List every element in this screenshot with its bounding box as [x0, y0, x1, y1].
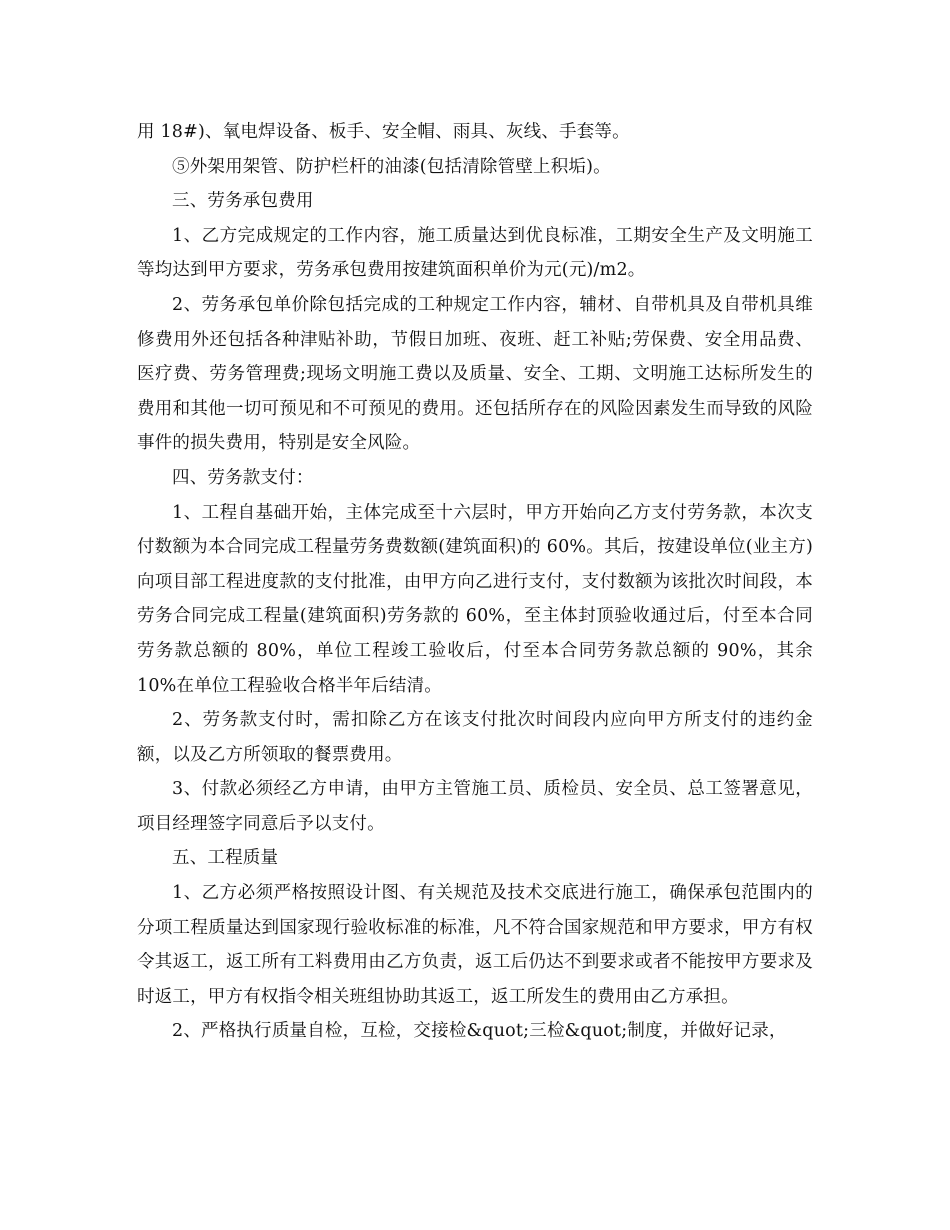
paragraph-payment-3: 3、付款必须经乙方申请，由甲方主管施工员、质检员、安全员、总工签署意见，项目经理签字同意后予以支付。: [137, 779, 813, 834]
paragraph-quality-2: 2、严格执行质量自检，互检，交接检&quot;三检&quot;制度，并做好记录，: [172, 1021, 787, 1042]
paragraph-quality-1: 1、乙方必须严格按照设计图、有关规范及技术交底进行施工，确保承包范围内的分项工程质量达到国家现行验收标准的标准，凡不符合国家规范和甲方要求，甲方有权令其返工，返工所有工料费用由乙方负责，返工后仍达不到要求或者不能按甲方要求及时返工，甲方有权指令相关班组协助其返工，返工所发生的费用由乙方承担。: [137, 883, 813, 1007]
document-body: [137, 115, 813, 1049]
paragraph-payment-1: 1、工程自基础开始，主体完成至十六层时，甲方开始向乙方支付劳务款，本次支付数额为本合同完成工程量劳务费数额(建筑面积)的 60%。其后，按建设单位(业主方)向项目部工程进度款的支付批准，由甲方向乙进行支付，支付数额为该批次时间段，本劳务合同完成工程量(建筑面积)劳务款的 60%，至主体封顶验收通过后，付至本合同劳务款总额的 80%，单位工程竣工验收后，付至本合同劳务款总额的 90%，其余 10%在单位工程验收合格半年后结清。: [137, 502, 813, 696]
paragraph-labor-cost-2: 2、劳务承包单价除包括完成的工种规定工作内容，辅材、自带机具及自带机具维修费用外还包括各种津贴补助，节假日加班、夜班、赶工补贴;劳保费、安全用品费、医疗费、劳务管理费;现场文明施工费以及质量、安全、工期、文明施工达标所发生的费用和其他一切可预见和不可预见的费用。还包括所存在的风险因素发生而导致的风险事件的损失费用，特别是安全风险。: [137, 294, 813, 454]
section-heading-labor-cost: 三、劳务承包费用: [172, 191, 314, 212]
paragraph-labor-cost-1: 1、乙方完成规定的工作内容，施工质量达到优良标准，工期安全生产及文明施工等均达到甲方要求，劳务承包费用按建筑面积单价为元(元)/m2。: [137, 225, 813, 281]
paragraph-item-5: ⑤外架用架管、防护栏杆的油漆(包括清除管壁上积垢)。: [172, 156, 611, 177]
section-heading-payment: 四、劳务款支付：: [172, 467, 314, 488]
section-heading-quality: 五、工程质量: [172, 848, 279, 869]
paragraph-continuation: 用 18#)、氧电焊设备、板手、安全帽、雨具、灰线、手套等。: [137, 122, 630, 142]
paragraph-payment-2: 2、劳务款支付时，需扣除乙方在该支付批次时间段内应向甲方所支付的违约金额，以及乙方所领取的餐票费用。: [137, 710, 813, 765]
